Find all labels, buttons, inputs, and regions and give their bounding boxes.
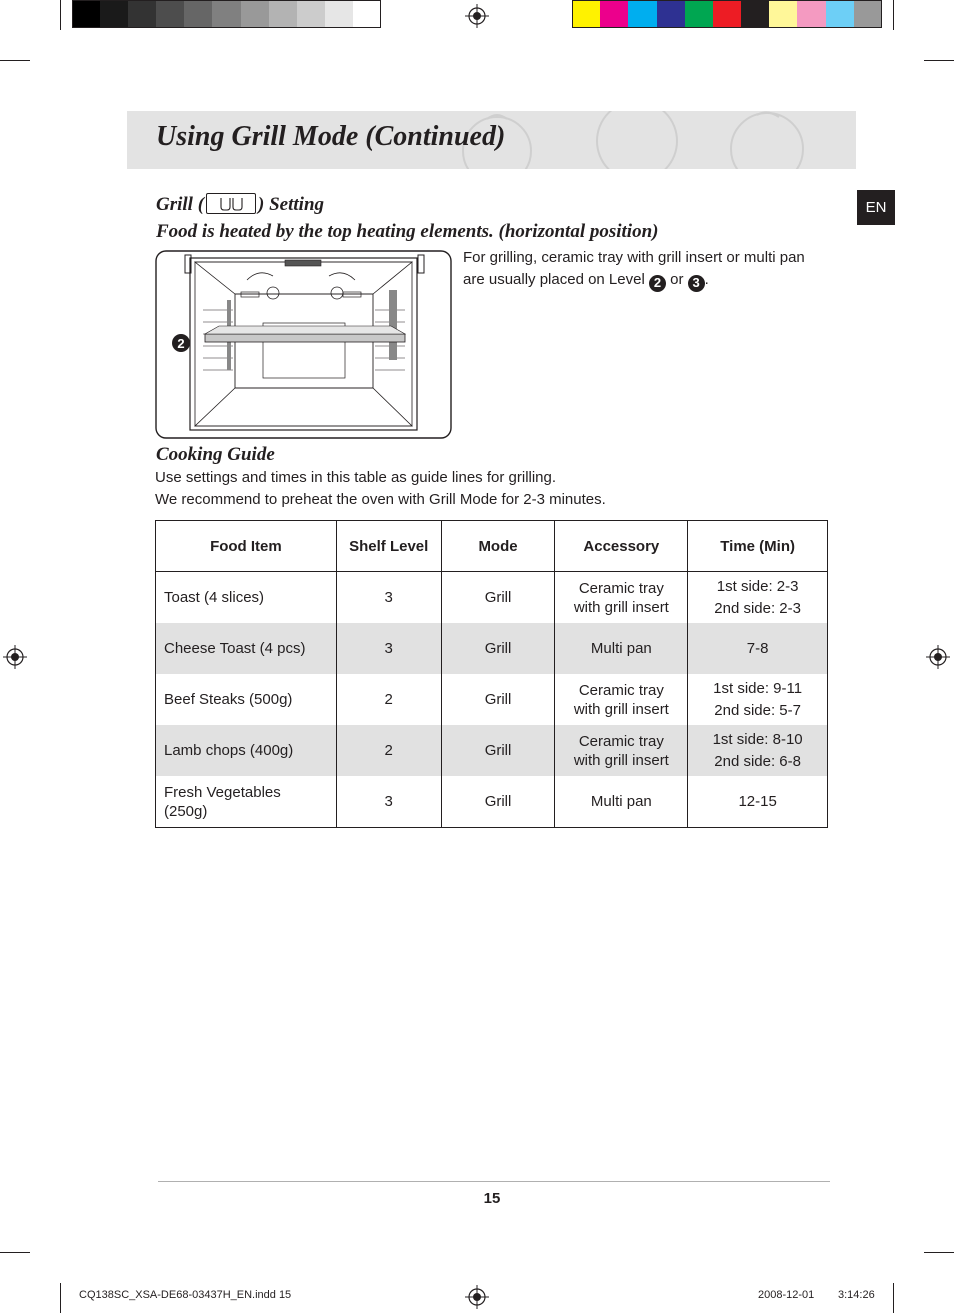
time-line: 1st side: 2-3 [716, 577, 799, 595]
time-cell: 7-8 [688, 623, 828, 674]
food-item-cell: Toast (4 slices) [156, 572, 337, 624]
title-band [127, 111, 856, 169]
time-cell [688, 725, 828, 776]
grill-setting-prefix: Grill ( [156, 194, 205, 215]
column-header: Time (Min) [688, 521, 828, 572]
color-bar-frame [72, 0, 381, 28]
accessory-line: Ceramic tray [578, 732, 664, 750]
level-badge: 3 [688, 275, 705, 292]
accessory-line: Ceramic tray [578, 681, 664, 699]
registration-mark-icon [465, 1285, 489, 1309]
mode-cell: Grill [441, 725, 555, 776]
grill-setting-suffix: ) Setting [258, 194, 325, 215]
grill-setting-heading [156, 193, 324, 216]
food-item-cell: Beef Steaks (500g) [156, 674, 337, 725]
page-title: Using Grill Mode (Continued) [156, 121, 506, 152]
column-header: Mode [441, 521, 555, 572]
grill-element-icon [206, 193, 256, 214]
accessory-cell [555, 725, 688, 776]
accessory-cell [555, 674, 688, 725]
shelf-level-cell: 3 [336, 623, 441, 674]
time-line: 2nd side: 5-7 [714, 701, 801, 719]
shelf-level-cell: 3 [336, 776, 441, 828]
grayscale-bar [72, 0, 381, 28]
table-header-row [156, 521, 828, 572]
column-header: Shelf Level [336, 521, 441, 572]
table-row [156, 725, 828, 776]
crop-mark [0, 1252, 30, 1253]
registration-mark-icon [3, 645, 27, 669]
crop-mark [893, 0, 894, 30]
time-line: 1st side: 9-11 [713, 679, 803, 697]
table-row [156, 623, 828, 674]
shelf-level-cell: 3 [336, 572, 441, 624]
accessory-cell [555, 572, 688, 624]
time-cell [688, 572, 828, 624]
table-row [156, 776, 828, 828]
description-period: . [704, 271, 709, 288]
accessory-cell: Multi pan [555, 776, 688, 828]
time-line: 1st side: 8-10 [712, 730, 803, 748]
cooking-guide-heading: Cooking Guide [156, 444, 275, 465]
table-row [156, 674, 828, 725]
accessory-line: Ceramic tray [578, 579, 664, 597]
page-number: 15 [483, 1190, 501, 1207]
crop-mark [60, 1283, 61, 1313]
level-badge: 2 [649, 275, 666, 292]
shelf-description [463, 247, 808, 292]
accessory-line: with grill insert [573, 751, 669, 769]
color-bar-frame [572, 0, 882, 28]
registration-mark-icon [926, 645, 950, 669]
crop-mark [0, 60, 30, 61]
crop-mark [60, 0, 61, 30]
shelf-level-cell: 2 [336, 674, 441, 725]
food-item-cell: Fresh Vegetables (250g) [156, 776, 337, 828]
footer-rule [158, 1181, 830, 1182]
column-header: Accessory [555, 521, 688, 572]
time-line: 2nd side: 2-3 [714, 599, 801, 617]
mode-cell: Grill [441, 623, 555, 674]
accessory-cell: Multi pan [555, 623, 688, 674]
mode-cell: Grill [441, 674, 555, 725]
food-item-cell: Cheese Toast (4 pcs) [156, 623, 337, 674]
time-line: 2nd side: 6-8 [714, 752, 801, 770]
description-text: For grilling, ceramic tray with grill insert or multi pan are usually placed on Level [463, 249, 805, 288]
cooking-guide-table [155, 520, 828, 828]
cooking-guide-line-2: We recommend to preheat the oven with Grill Mode for 2-3 minutes. [155, 491, 606, 508]
accessory-line: with grill insert [573, 598, 669, 616]
slug-file: CQ138SC_XSA-DE68-03437H_EN.indd 15 [79, 1289, 292, 1301]
mode-cell: Grill [441, 776, 555, 828]
mode-cell: Grill [441, 572, 555, 624]
food-item-cell: Lamb chops (400g) [156, 725, 337, 776]
shelf-level-cell: 2 [336, 725, 441, 776]
column-header: Food Item [156, 521, 337, 572]
registration-mark-icon [465, 4, 489, 28]
slug-time: 3:14:26 [838, 1289, 875, 1301]
shelf-level-badge: 2 [177, 336, 185, 351]
oven-interior-illustration [155, 250, 452, 440]
crop-mark [924, 60, 954, 61]
crop-mark [924, 1252, 954, 1253]
time-cell [688, 674, 828, 725]
color-bar [572, 0, 882, 28]
food-heated-heading: Food is heated by the top heating elements. (horizontal position) [156, 221, 659, 242]
cooking-guide-line-1: Use settings and times in this table as guide lines for grilling. [155, 469, 557, 486]
crop-mark [893, 1283, 894, 1313]
time-cell: 12-15 [688, 776, 828, 828]
language-tab: EN [857, 190, 895, 225]
slug-date: 2008-12-01 [758, 1289, 815, 1301]
accessory-line: with grill insert [573, 700, 669, 718]
or-word: or [670, 271, 684, 288]
table-row [156, 572, 828, 624]
